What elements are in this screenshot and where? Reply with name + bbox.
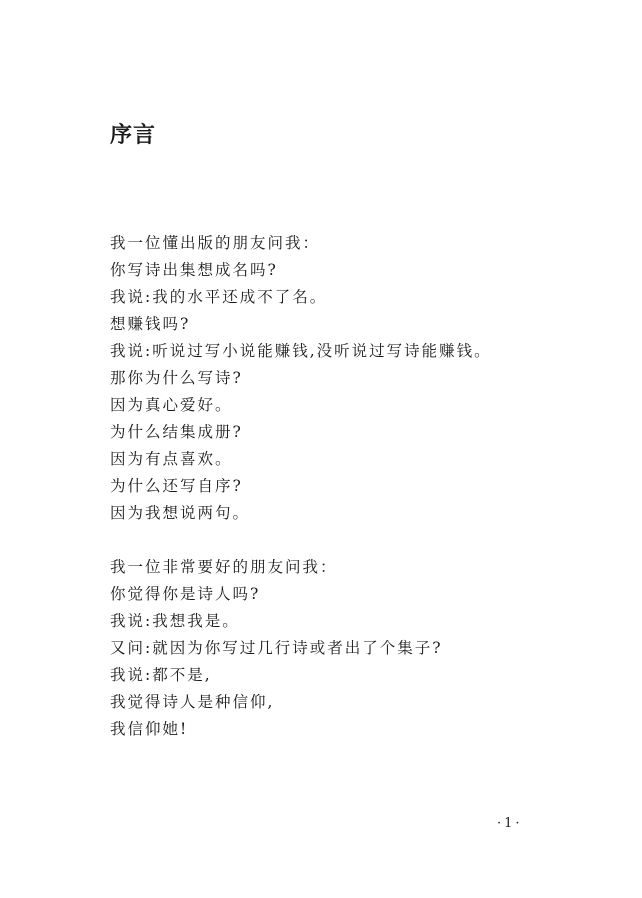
- text-line: 我信仰她!: [110, 720, 189, 738]
- stanza-1: [110, 230, 530, 527]
- page-title: 序言: [110, 122, 157, 148]
- text-line: 又问:就因为你写过几行诗或者出了个集子?: [110, 639, 443, 657]
- text-line: 因为真心爱好。: [110, 396, 233, 414]
- text-line: 你觉得你是诗人吗?: [110, 585, 261, 603]
- text-line: 我觉得诗人是种信仰,: [110, 693, 275, 711]
- text-line: 我说:我想我是。: [110, 612, 240, 630]
- text-line: 我一位非常要好的朋友问我：: [110, 558, 338, 576]
- text-line: 为什么结集成册?: [110, 423, 243, 441]
- text-line: 那你为什么写诗?: [110, 369, 243, 387]
- text-line: 我说:我的水平还成不了名。: [110, 288, 328, 306]
- text-line: 因为我想说两句。: [110, 504, 251, 522]
- text-line: 我说:都不是,: [110, 666, 212, 684]
- text-line: 因为有点喜欢。: [110, 450, 233, 468]
- text-line: 我一位懂出版的朋友问我：: [110, 234, 321, 252]
- text-line: 我说:听说过写小说能赚钱,没听说过写诗能赚钱。: [110, 342, 492, 360]
- text-line: 为什么还写自序?: [110, 477, 243, 495]
- stanza-2: [110, 554, 530, 743]
- text-line: 想赚钱吗?: [110, 315, 191, 333]
- text-line: 你写诗出集想成名吗?: [110, 261, 278, 279]
- preface-body: [110, 230, 530, 743]
- page-number: ·1·: [497, 816, 523, 831]
